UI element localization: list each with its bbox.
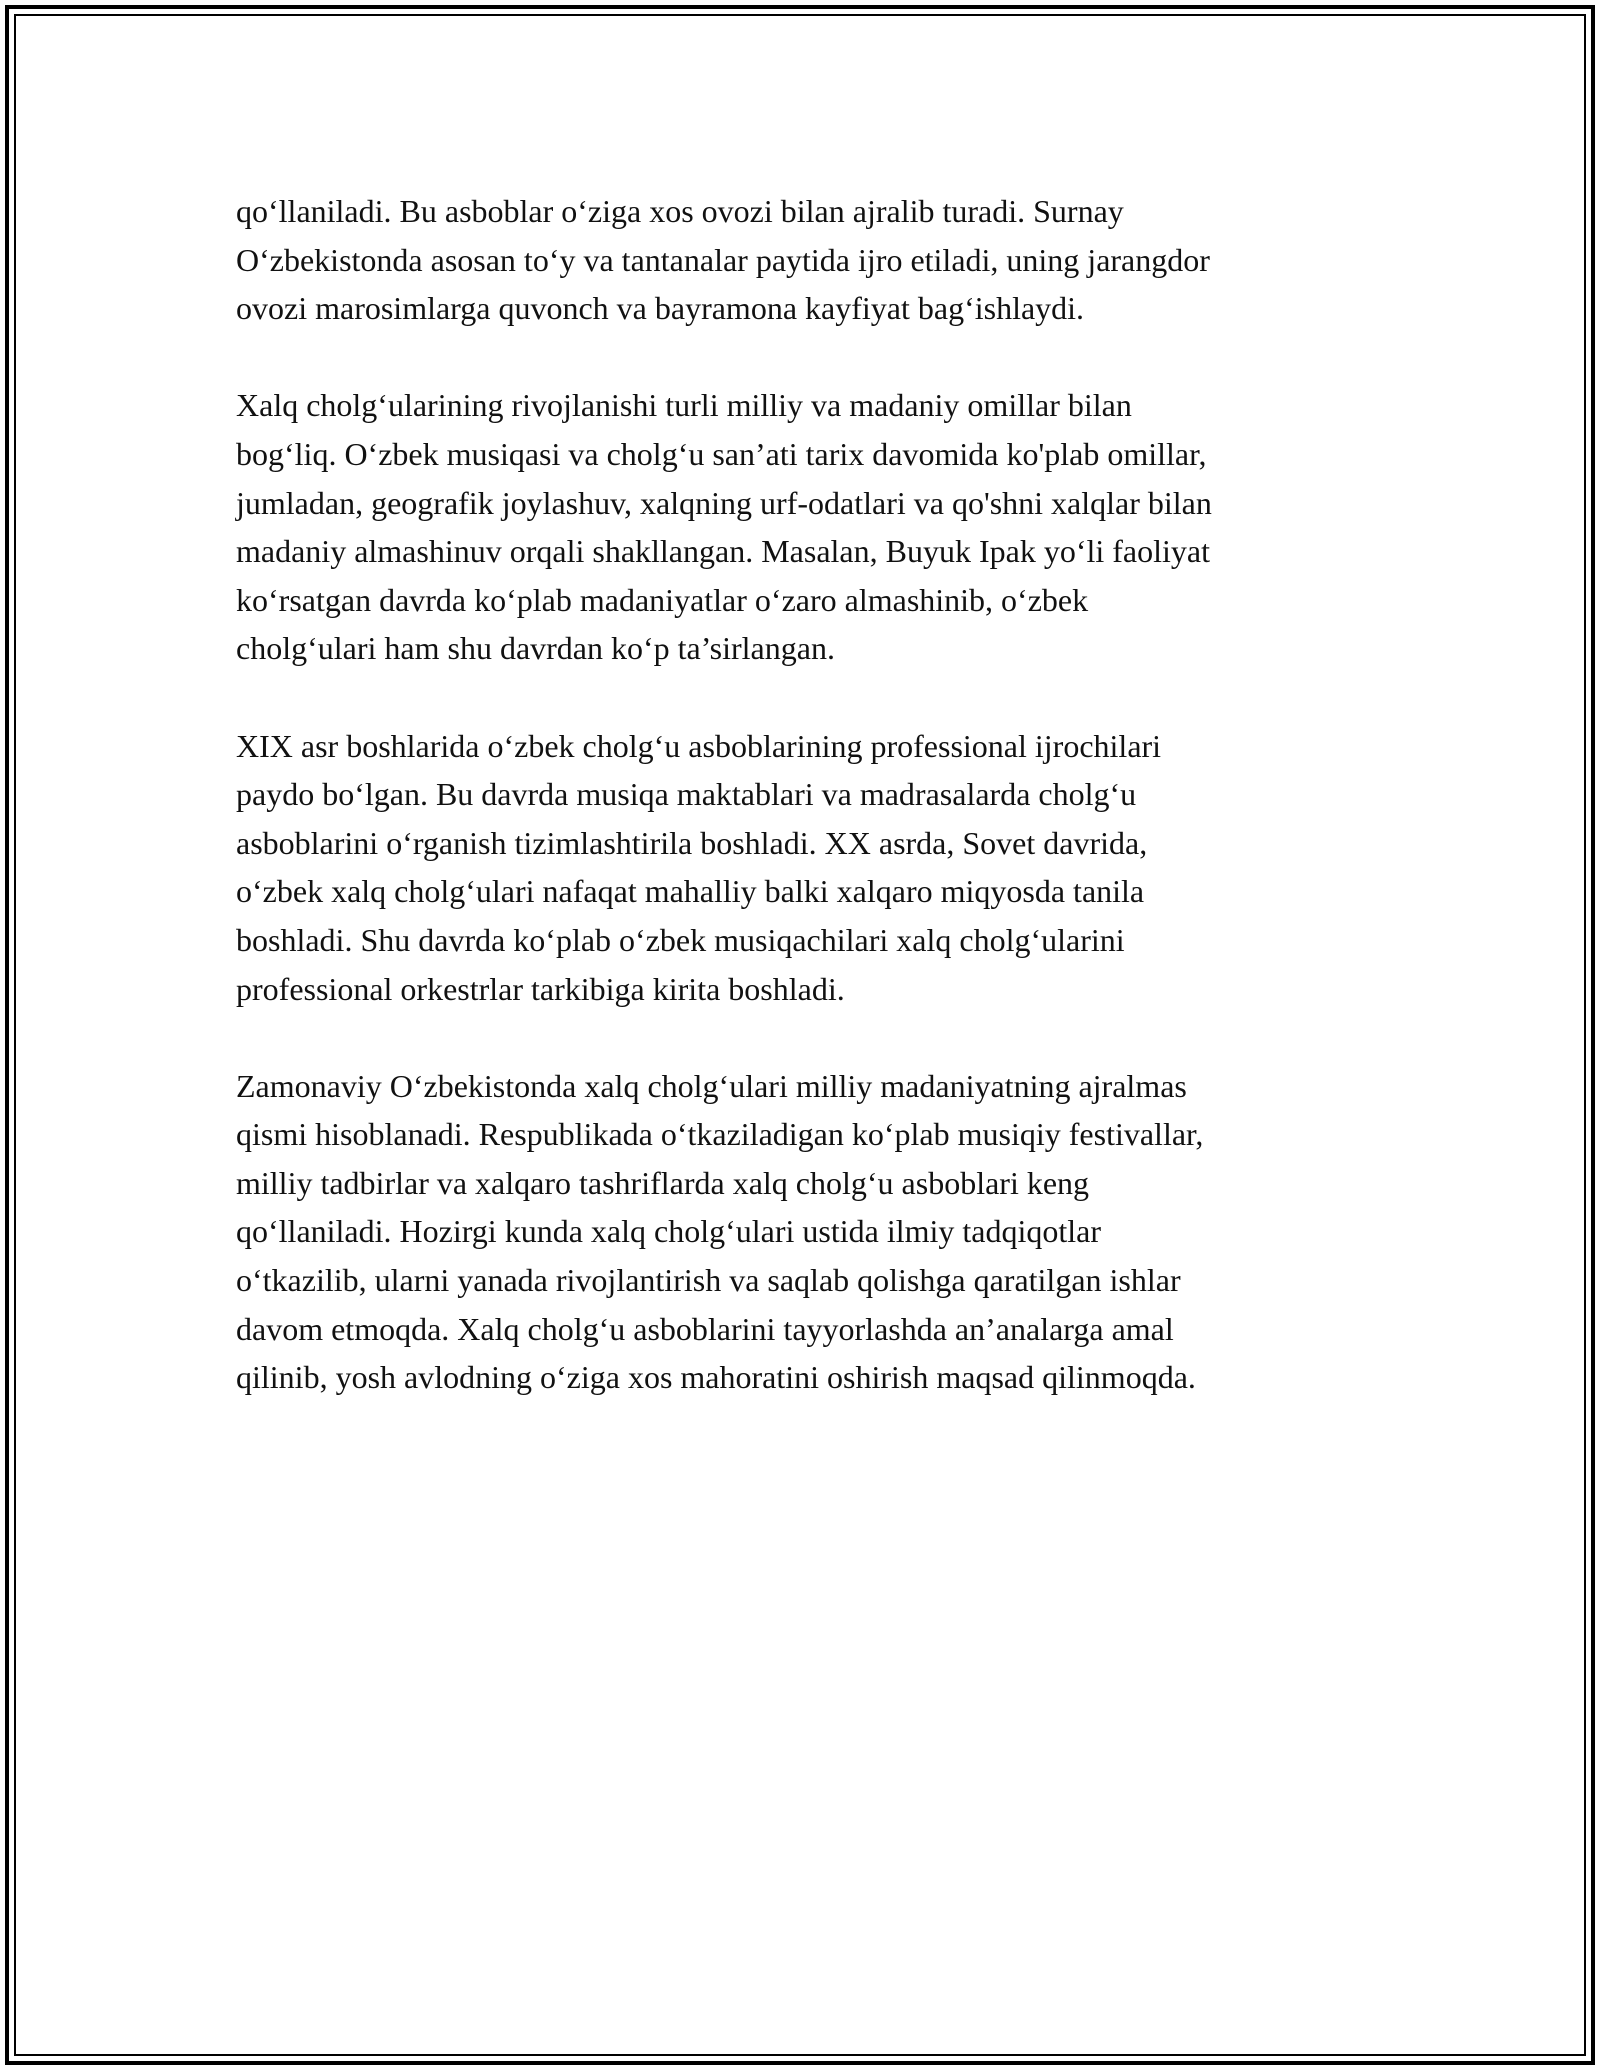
paragraph-3 xyxy=(236,722,1376,1014)
text-line: asboblarini o‘rganish tizimlashtirila boshladi. XX asrda, Sovet davrida, xyxy=(236,824,1148,861)
text-line: qilinib, yosh avlodning o‘ziga xos mahoratini oshirish maqsad qilinmoqda. xyxy=(236,1359,1196,1396)
text-line: o‘zbek xalq cholg‘ulari nafaqat mahalliy balki xalqaro miqyosda tanila xyxy=(236,873,1145,910)
text-line: jumladan, geografik joylashuv, xalqning urf-odatlari va qo'shni xalqlar bilan xyxy=(236,484,1212,521)
text-line: cholg‘ulari ham shu davrdan ko‘p ta’sirlangan. xyxy=(236,630,835,667)
text-line: paydo bo‘lgan. Bu davrda musiqa maktablari va madrasalarda cholg‘u xyxy=(236,776,1137,813)
document-body xyxy=(236,187,1376,1450)
paragraph-2 xyxy=(236,381,1376,673)
text-line: XIX asr boshlarida o‘zbek cholg‘u asboblarining professional ijrochilari xyxy=(236,727,1162,764)
text-line: qo‘llaniladi. Bu asboblar o‘ziga xos ovozi bilan ajralib turadi. Surnay xyxy=(236,193,1124,229)
text-line: bog‘liq. O‘zbek musiqasi va cholg‘u san’ati tarix davomida ko'plab omillar, xyxy=(236,435,1207,472)
text-line: qismi hisoblanadi. Respublikada o‘tkaziladigan ko‘plab musiqiy festivallar, xyxy=(236,1116,1204,1153)
text-line: Xalq cholg‘ularining rivojlanishi turli milliy va madaniy omillar bilan xyxy=(236,387,1132,424)
text-line: O‘zbekistonda asosan to‘y va tantanalar paytida ijro etiladi, uning jarangdor xyxy=(236,241,1210,278)
text-line: Zamonaviy O‘zbekistonda xalq cholg‘ulari milliy madaniyatning ajralmas xyxy=(236,1067,1187,1104)
paragraph-1 xyxy=(236,187,1376,333)
paragraph-4 xyxy=(236,1062,1376,1402)
text-line: davom etmoqda. Xalq cholg‘u asboblarini tayyorlashda an’analarga amal xyxy=(236,1310,1174,1347)
text-line: ko‘rsatgan davrda ko‘plab madaniyatlar o‘zaro almashinib, o‘zbek xyxy=(236,581,1089,618)
text-line: professional orkestrlar tarkibiga kirita boshladi. xyxy=(236,970,845,1007)
text-line: madaniy almashinuv orqali shakllangan. Masalan, Buyuk Ipak yo‘li faoliyat xyxy=(236,533,1210,570)
text-line: ovozi marosimlarga quvonch va bayramona kayfiyat bag‘ishlaydi. xyxy=(236,290,1085,327)
text-line: o‘tkazilib, ularni yanada rivojlantirish va saqlab qolishga qaratilgan ishlar xyxy=(236,1262,1181,1299)
text-line: qo‘llaniladi. Hozirgi kunda xalq cholg‘ulari ustida ilmiy tadqiqotlar xyxy=(236,1213,1101,1250)
text-line: boshladi. Shu davrda ko‘plab o‘zbek musiqachilari xalq cholg‘ularini xyxy=(236,921,1125,958)
text-line: milliy tadbirlar va xalqaro tashriflarda xalq cholg‘u asboblari keng xyxy=(236,1164,1090,1201)
